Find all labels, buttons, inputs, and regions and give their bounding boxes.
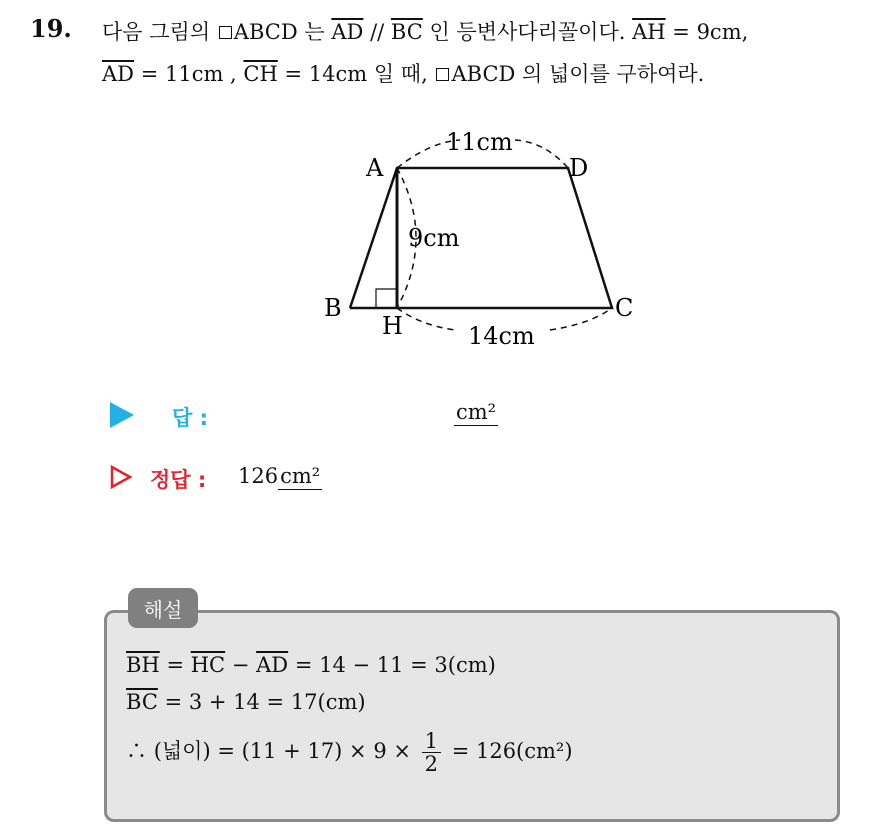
- segment-bc: $\overline{BC}$: [126, 690, 158, 714]
- minus: −: [231, 653, 250, 677]
- bottom-arc-right: [550, 308, 612, 330]
- vertex-label-a: A: [366, 154, 384, 182]
- ch-value: = 14cm 일 때,: [284, 62, 428, 86]
- correct-value: 126: [238, 464, 279, 488]
- trapezoid-figure: [310, 118, 650, 358]
- explanation-line-3: [126, 730, 573, 775]
- question-line-1: [102, 16, 748, 46]
- vertex-label-b: B: [324, 294, 342, 322]
- correct-arrow-icon: [110, 465, 132, 489]
- vertex-label-d: D: [569, 154, 589, 182]
- top-arc-right: [515, 140, 568, 168]
- fraction-half: [422, 730, 441, 775]
- explanation-line-3-lhs: (넓이) = (11 + 17) × 9 ×: [153, 739, 411, 764]
- correct-unit: cm²: [280, 464, 321, 488]
- ad-value: = 11cm ,: [140, 62, 237, 86]
- answer-label: 답 :: [172, 406, 208, 430]
- correct-answer: [238, 464, 322, 488]
- height-length-label: 9cm: [408, 224, 460, 252]
- parallel-symbol: //: [370, 20, 385, 44]
- segment-bc: $\overline{BC}$: [390, 20, 423, 44]
- question-ask: 의 넓이를 구하여라.: [522, 62, 705, 86]
- bottom-length-label: 14cm: [468, 322, 535, 350]
- vertex-label-c: C: [615, 294, 634, 322]
- explanation-line-1-rest: = 14 − 11 = 3(cm): [294, 653, 496, 677]
- segment-ad: $\overline{AD}$: [331, 20, 364, 44]
- question-line-2: [102, 58, 704, 88]
- answer-arrow-icon: [110, 402, 134, 428]
- question-desc: 인 등변사다리꼴이다.: [429, 20, 626, 44]
- top-length-label: 11cm: [446, 128, 513, 156]
- explanation-line-1: [126, 653, 496, 677]
- vertex-label-h: H: [382, 312, 403, 340]
- square-icon: [436, 68, 449, 81]
- equals: =: [166, 653, 185, 677]
- topic-particle: 는: [304, 20, 325, 44]
- therefore-symbol: ∴: [126, 739, 147, 764]
- explanation-line-2: [126, 690, 366, 714]
- segment-hc: $\overline{HC}$: [190, 653, 226, 677]
- segment-ch: $\overline{CH}$: [243, 62, 278, 86]
- explanation-line-2-rest: = 3 + 14 = 17(cm): [164, 690, 366, 714]
- right-angle-mark: [376, 289, 397, 308]
- segment-ad: $\overline{AD}$: [256, 653, 289, 677]
- explanation-box: [104, 610, 840, 822]
- trapezoid-outline: [350, 168, 612, 308]
- answer-unit: cm²: [456, 400, 497, 424]
- shape-name: ABCD: [233, 20, 298, 44]
- ah-value: = 9cm,: [672, 20, 749, 44]
- fraction-denominator: 2: [424, 752, 439, 777]
- square-icon: [219, 26, 232, 39]
- explanation-line-3-rhs: = 126(cm²): [451, 739, 573, 764]
- bottom-arc-left: [397, 308, 455, 330]
- segment-ad: $\overline{AD}$: [102, 62, 135, 86]
- fraction-numerator: 1: [422, 730, 441, 753]
- correct-label: 정답 :: [150, 468, 207, 492]
- explanation-badge: 해설: [128, 588, 198, 628]
- segment-bh: $\overline{BH}$: [126, 653, 160, 677]
- question-intro: 다음 그림의: [102, 20, 211, 44]
- shape-name: ABCD: [451, 62, 516, 86]
- segment-ah: $\overline{AH}$: [632, 20, 666, 44]
- question-number: 19.: [30, 14, 72, 43]
